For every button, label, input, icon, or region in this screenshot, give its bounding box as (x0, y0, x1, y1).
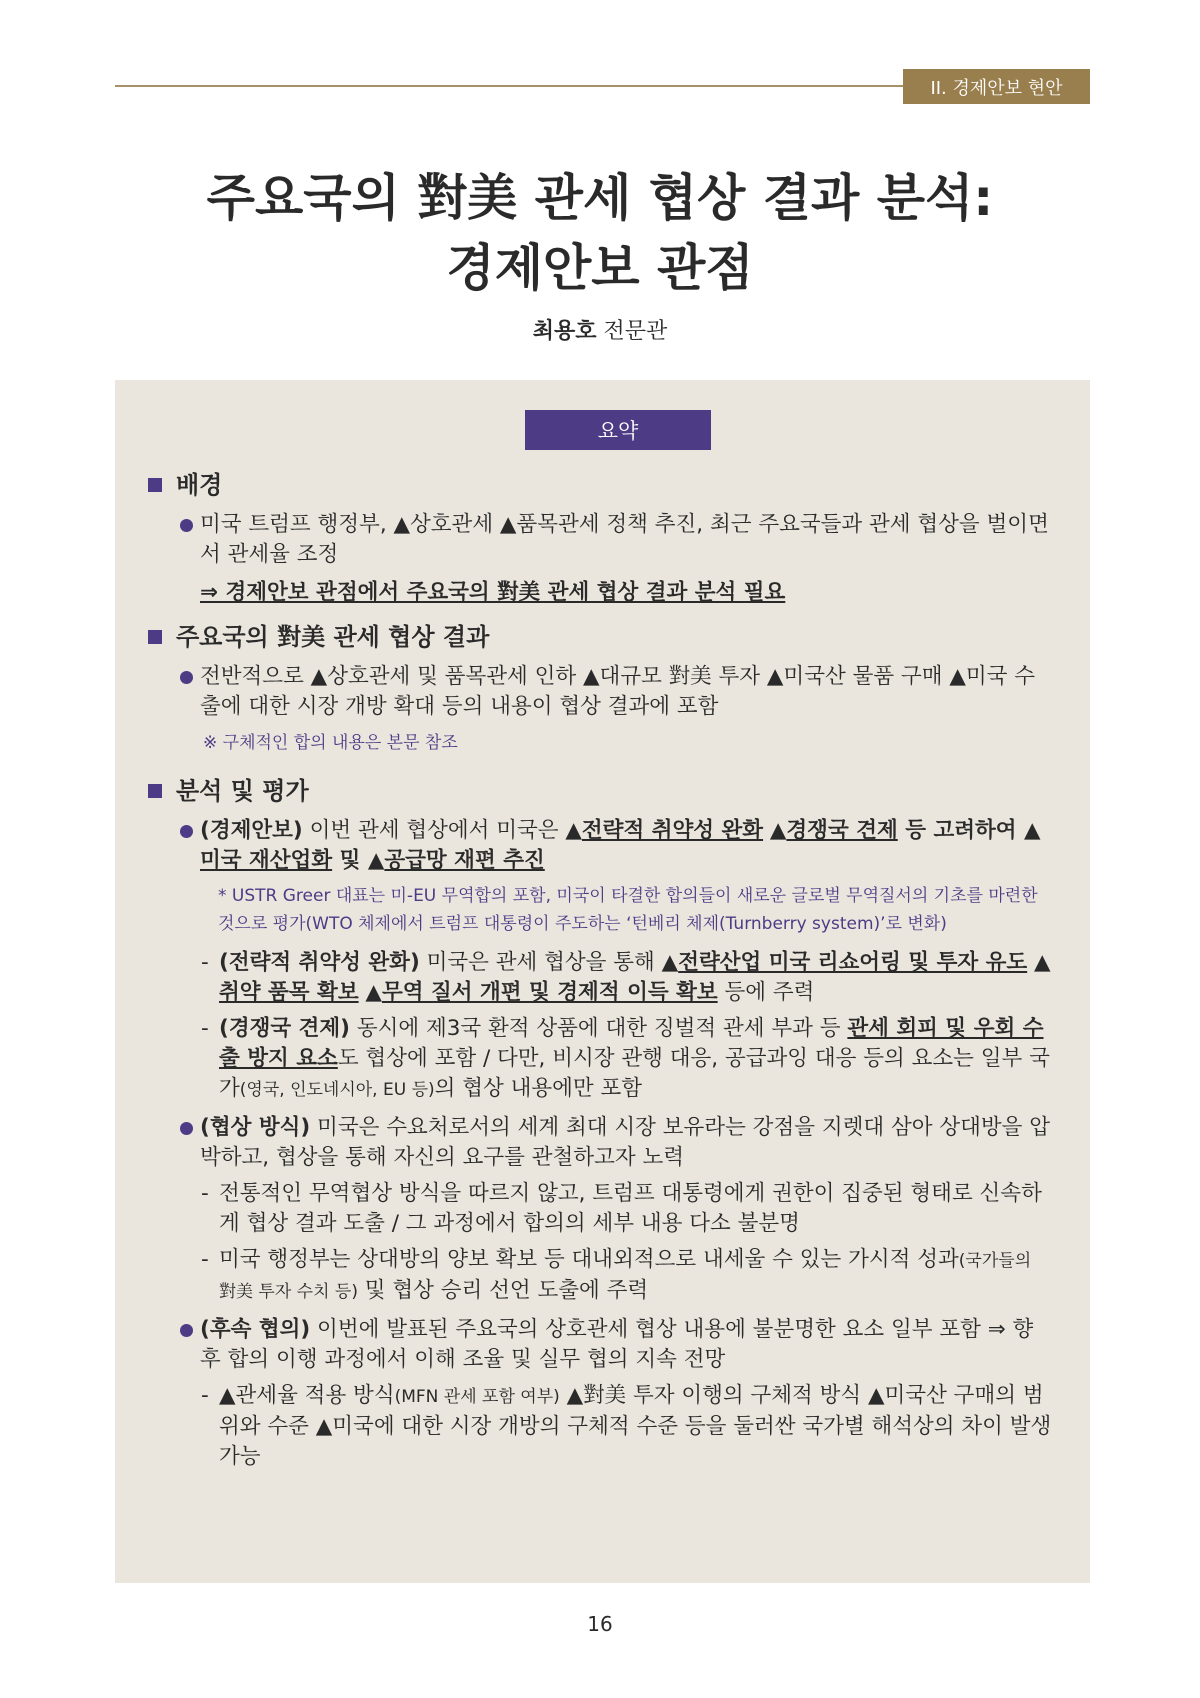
list-item: 전반적으로 ▲상호관세 및 품목관세 인하 ▲대규모 對美 투자 ▲미국산 물품 구매 ▲미국 수출에 대한 시장 개방 확대 등의 내용이 협상 결과에 포함 (148, 662, 1053, 722)
circle-bullet-icon (180, 1122, 193, 1135)
sub-item: - 미국 행정부는 상대방의 양보 확보 등 대내외적으로 내세울 수 있는 가시적 성과(국가들의 對美 투자 수치 등) 및 협상 승리 선언 도출에 주력 (201, 1247, 1032, 1303)
sub-item: - (경쟁국 견제) 동시에 제3국 환적 상품에 대한 징벌적 관세 부과 등 관세 회피 및 우회 수출 방지 요소도 협상에 포함 / 다만, 비시장 관행 대응, 공급과잉 대응 등의 요소는 일부 국가(영국, 인도네시아, EU 등)의 협상 내용에만 포함 (201, 1016, 1050, 1101)
list-item: (경제안보) 이번 관세 협상에서 미국은 ▲전략적 취약성 완화 ▲경쟁국 견제 등 고려하여 ▲미국 재산업화 및 ▲공급망 재편 추진 (148, 816, 1053, 876)
section-heading-background: 배경 (148, 470, 1053, 500)
square-bullet-icon (148, 784, 162, 798)
square-bullet-icon (148, 478, 162, 492)
circle-bullet-icon (180, 519, 193, 532)
author-line (0, 314, 1200, 345)
author-role: 전문관 (603, 319, 668, 344)
summary-label: 요약 (525, 410, 711, 450)
square-bullet-icon (148, 630, 162, 644)
reference-note: ※ 구체적인 합의 내용은 본문 참조 (203, 733, 458, 753)
section-tag: II. 경제안보 현안 (903, 69, 1090, 104)
title-line-1: 주요국의 對美 관세 협상 결과 분석: (206, 169, 994, 227)
conclusion-text: ⇒ 경제안보 관점에서 주요국의 對美 관세 협상 결과 분석 필요 (200, 580, 786, 605)
circle-bullet-icon (180, 671, 193, 684)
sub-item: - 전통적인 무역협상 방식을 따르지 않고, 트럼프 대통령에게 권한이 집중된 형태로 신속하게 협상 결과 도출 / 그 과정에서 합의의 세부 내용 다소 불분명 (201, 1181, 1042, 1236)
circle-bullet-icon (180, 825, 193, 838)
section-heading-results: 주요국의 對美 관세 협상 결과 (148, 622, 1053, 652)
list-item: (협상 방식) 미국은 수요처로서의 세계 최대 시장 보유라는 강점을 지렛대 삼아 상대방을 압박하고, 협상을 통해 자신의 요구를 관철하고자 노력 (148, 1113, 1053, 1173)
list-item: 미국 트럼프 행정부, ▲상호관세 ▲품목관세 정책 추진, 최근 주요국들과 관세 협상을 벌이면서 관세율 조정 (148, 510, 1053, 570)
author-name: 최용호 (532, 319, 597, 344)
title-line-2: 경제안보 관점 (446, 239, 754, 297)
circle-bullet-icon (180, 1324, 193, 1337)
page-number: 16 (587, 1612, 613, 1636)
page-title (0, 163, 1200, 303)
list-item: (후속 협의) 이번에 발표된 주요국의 상호관세 협상 내용에 불분명한 요소 일부 포함 ⇒ 향후 합의 이행 과정에서 이해 조율 및 실무 협의 지속 전망 (148, 1315, 1053, 1375)
section-heading-analysis: 분석 및 평가 (148, 776, 1053, 806)
summary-content (148, 470, 1053, 1478)
sub-item: - (전략적 취약성 완화) 미국은 관세 협상을 통해 ▲전략산업 미국 리쇼어링 및 투자 유도 ▲취약 품목 확보 ▲무역 질서 개편 및 경제적 이득 확보 등에 주력 (201, 950, 1051, 1005)
sub-item: - ▲관세율 적용 방식(MFN 관세 포함 여부) ▲對美 투자 이행의 구체적 방식 ▲미국산 구매의 범위와 수준 ▲미국에 대한 시장 개방의 구체적 수준 등을 둘러싼 국가별 해석상의 차이 발생 가능 (201, 1383, 1052, 1469)
header-rule (115, 85, 903, 87)
footnote: * USTR Greer 대표는 미-EU 무역합의 포함, 미국이 타결한 합의들이 새로운 글로벌 무역질서의 기초를 마련한 것으로 평가(WTO 체제에서 트럼프 대통령이 주도하는 ‘턴베리 체제(Turnberry system)’로 변화) (218, 886, 1038, 934)
